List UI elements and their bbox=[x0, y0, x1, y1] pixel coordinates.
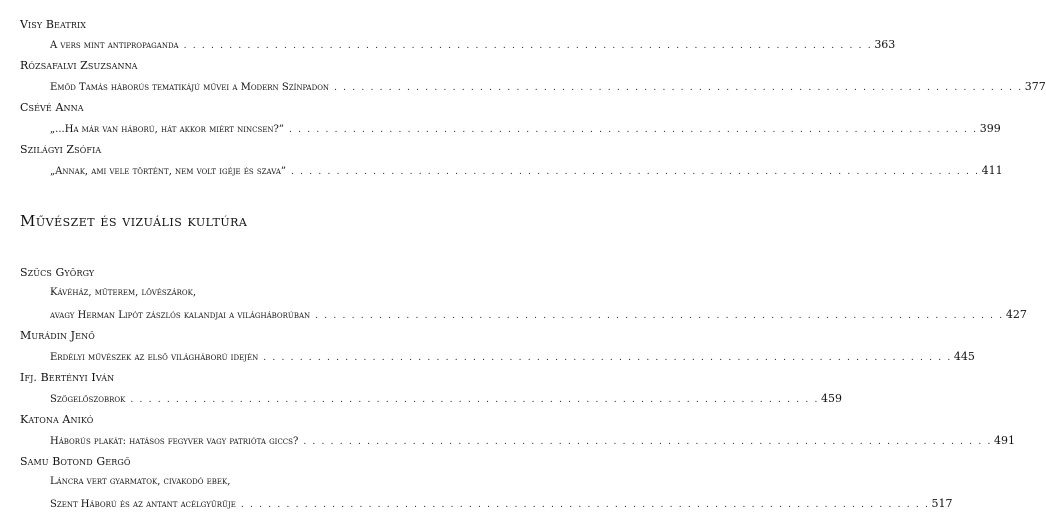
toc-entry-title: Szent Háború és az antant acélgyűrűje bbox=[50, 499, 236, 510]
toc-entry-title: „...Ha már van háború, hát akkor miért nincsen?” bbox=[50, 124, 285, 135]
toc-entry-title: Háborús plakát: hatásos fegyver vagy patrióta giccs? bbox=[50, 436, 299, 447]
toc-author: Szücs György bbox=[20, 266, 95, 279]
toc-entry[interactable] bbox=[50, 392, 843, 405]
toc-leader-dots: . . . . . . . . . . . . . . . . . . . . . . . . . . . . . . . . . . . . . . . . . . . . . . . . . . . . . . . . . . . . . . . . . . . . . . . . . . . . bbox=[289, 125, 978, 135]
toc-leader-dots: . . . . . . . . . . . . . . . . . . . . . . . . . . . . . . . . . . . . . . . . . . . . . . . . . . . . . . . . . . . . . . . . . . . . . . . . . . . . bbox=[263, 353, 952, 363]
toc-entry-title-line: Kávéház, műterem, lövészárok, bbox=[50, 287, 197, 298]
toc-leader-dots: . . . . . . . . . . . . . . . . . . . . . . . . . . . . . . . . . . . . . . . . . . . . . . . . . . . . . . . . . . . . . . . . . . . . . . . . . . . . bbox=[183, 41, 873, 51]
toc-page-number: 445 bbox=[953, 350, 975, 363]
toc-author: Samu Botond Gergő bbox=[20, 455, 131, 468]
toc-entry[interactable] bbox=[50, 434, 1015, 447]
toc-author: Szilágyi Zsófia bbox=[20, 143, 102, 156]
toc-page-number: 363 bbox=[874, 38, 896, 51]
toc-entry-title: Emőd Tamás háborús tematikájú művei a Modern Színpadon bbox=[50, 82, 330, 93]
toc-entry-title: „Annak, ami vele történt, nem volt igéje és szava” bbox=[50, 166, 286, 177]
toc-leader-dots: . . . . . . . . . . . . . . . . . . . . . . . . . . . . . . . . . . . . . . . . . . . . . . . . . . . . . . . . . . . . . . . . . . . . . . . . . . . . bbox=[334, 83, 1023, 93]
toc-entry[interactable] bbox=[50, 308, 1027, 321]
toc-entry-title: Szögelőszobrok bbox=[50, 394, 126, 405]
toc-entry[interactable] bbox=[50, 497, 953, 510]
toc-entry[interactable] bbox=[50, 164, 1003, 177]
toc-author: Csévé Anna bbox=[20, 101, 84, 114]
toc-author: Ifj. Bertényi Iván bbox=[20, 371, 115, 384]
toc-page-number: 411 bbox=[981, 164, 1003, 177]
toc-page-number: 427 bbox=[1005, 308, 1027, 321]
toc-leader-dots: . . . . . . . . . . . . . . . . . . . . . . . . . . . . . . . . . . . . . . . . . . . . . . . . . . . . . . . . . . . . . . . . . . . . . . . . . . . . bbox=[315, 311, 1004, 321]
toc-entry-title: A vers mint antipropaganda bbox=[50, 40, 179, 51]
toc-leader-dots: . . . . . . . . . . . . . . . . . . . . . . . . . . . . . . . . . . . . . . . . . . . . . . . . . . . . . . . . . . . . . . . . . . . . . . . . . . . . bbox=[130, 395, 820, 405]
toc-author: Visy Beatrix bbox=[20, 18, 87, 31]
section-title: Művészet és vizuális kultúra bbox=[20, 212, 248, 230]
toc-entry-title: Erdélyi művészek az első világháború idején bbox=[50, 352, 259, 363]
toc-author: Murádin Jenő bbox=[20, 329, 95, 342]
toc-page-number: 459 bbox=[821, 392, 843, 405]
toc-author: Katona Anikó bbox=[20, 413, 94, 426]
toc-page-number: 399 bbox=[979, 122, 1001, 135]
toc-entry[interactable] bbox=[50, 350, 975, 363]
toc-entry[interactable] bbox=[50, 122, 1001, 135]
toc-page-number: 377 bbox=[1024, 80, 1046, 93]
toc-leader-dots: . . . . . . . . . . . . . . . . . . . . . . . . . . . . . . . . . . . . . . . . . . . . . . . . . . . . . . . . . . . . . . . . . . . . . . . . . . . . bbox=[290, 167, 980, 177]
toc-entry[interactable] bbox=[50, 80, 1046, 93]
toc-leader-dots: . . . . . . . . . . . . . . . . . . . . . . . . . . . . . . . . . . . . . . . . . . . . . . . . . . . . . . . . . . . . . . . . . . . . . . . . . . . . bbox=[303, 437, 992, 447]
toc-entry-title: avagy Herman Lipót zászlós kalandjai a világháborúban bbox=[50, 310, 311, 321]
toc-entry[interactable] bbox=[50, 38, 896, 51]
toc-leader-dots: . . . . . . . . . . . . . . . . . . . . . . . . . . . . . . . . . . . . . . . . . . . . . . . . . . . . . . . . . . . . . . . . . . . . . . . . . . . . bbox=[240, 500, 930, 510]
toc-entry-title-line: Láncra vert gyarmatok, civakodó ebek, bbox=[50, 476, 231, 487]
toc-page-number: 491 bbox=[994, 434, 1015, 447]
toc-page-number: 517 bbox=[931, 497, 953, 510]
toc-author: Rózsafalvi Zsuzsanna bbox=[20, 59, 138, 72]
